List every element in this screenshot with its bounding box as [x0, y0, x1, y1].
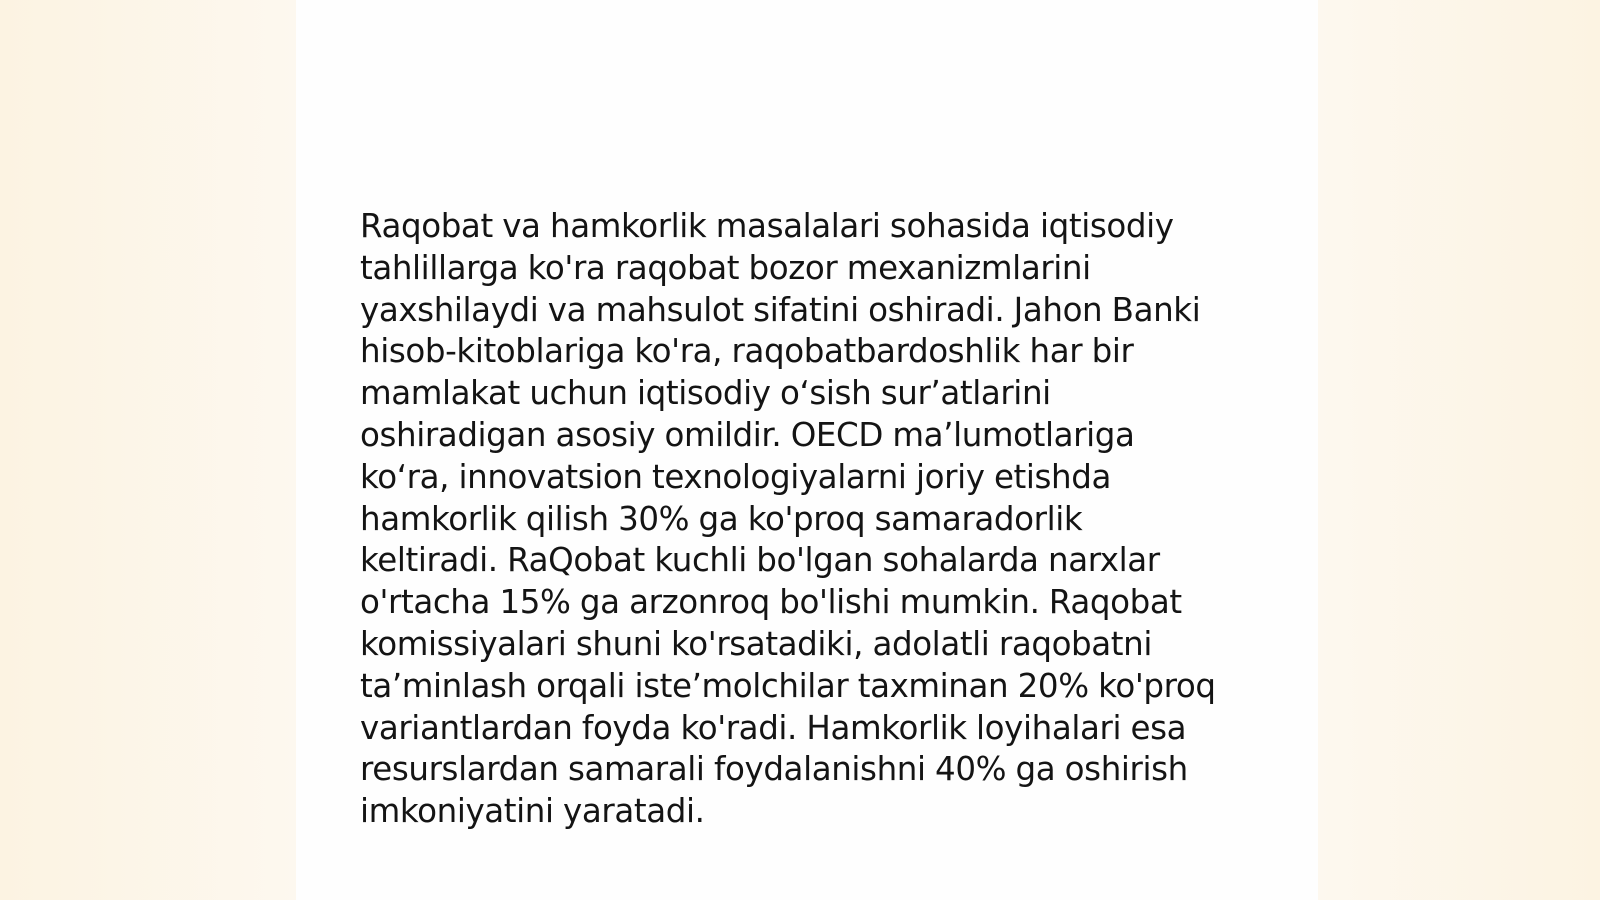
text-line: ko‘ra, innovatsion texnologiyalarni joriy etishda: [360, 457, 1112, 496]
text-line: keltiradi. RaQobat kuchli bo'lgan sohalarda narxlar: [360, 541, 1160, 580]
document-page: [296, 0, 1318, 900]
text-line: mamlakat uchun iqtisodiy o‘sish sur’atlarini: [360, 374, 1051, 413]
text-line: o'rtacha 15% ga arzonroq bo'lishi mumkin. Raqobat: [360, 583, 1182, 622]
text-line: yaxshilaydi va mahsulot sifatini oshiradi. Jahon Banki: [360, 290, 1201, 329]
text-line: komissiyalari shuni ko'rsatadiki, adolatli raqobatni: [360, 624, 1152, 663]
text-line: oshiradigan asosiy omildir. OECD ma’lumotlariga: [360, 415, 1135, 454]
text-line: resurslardan samarali foydalanishni 40% ga oshirish: [360, 750, 1188, 789]
text-line: variantlardan foyda ko'radi. Hamkorlik loyihalari esa: [360, 708, 1187, 747]
text-line: hamkorlik qilish 30% ga ko'proq samaradorlik: [360, 499, 1083, 538]
right-margin-background: [1318, 0, 1600, 900]
body-paragraph: [360, 206, 1250, 833]
text-line: Raqobat va hamkorlik masalalari sohasida iqtisodiy: [360, 207, 1174, 245]
text-line: imkoniyatini yaratadi.: [360, 792, 705, 831]
text-line: ta’minlash orqali iste’molchilar taxminan 20% ko'proq: [360, 666, 1216, 705]
text-line: hisob-kitoblariga ko'ra, raqobatbardoshlik har bir: [360, 332, 1134, 371]
text-line: tahlillarga ko'ra raqobat bozor mexanizmlarini: [360, 248, 1091, 287]
left-margin-background: [0, 0, 296, 900]
